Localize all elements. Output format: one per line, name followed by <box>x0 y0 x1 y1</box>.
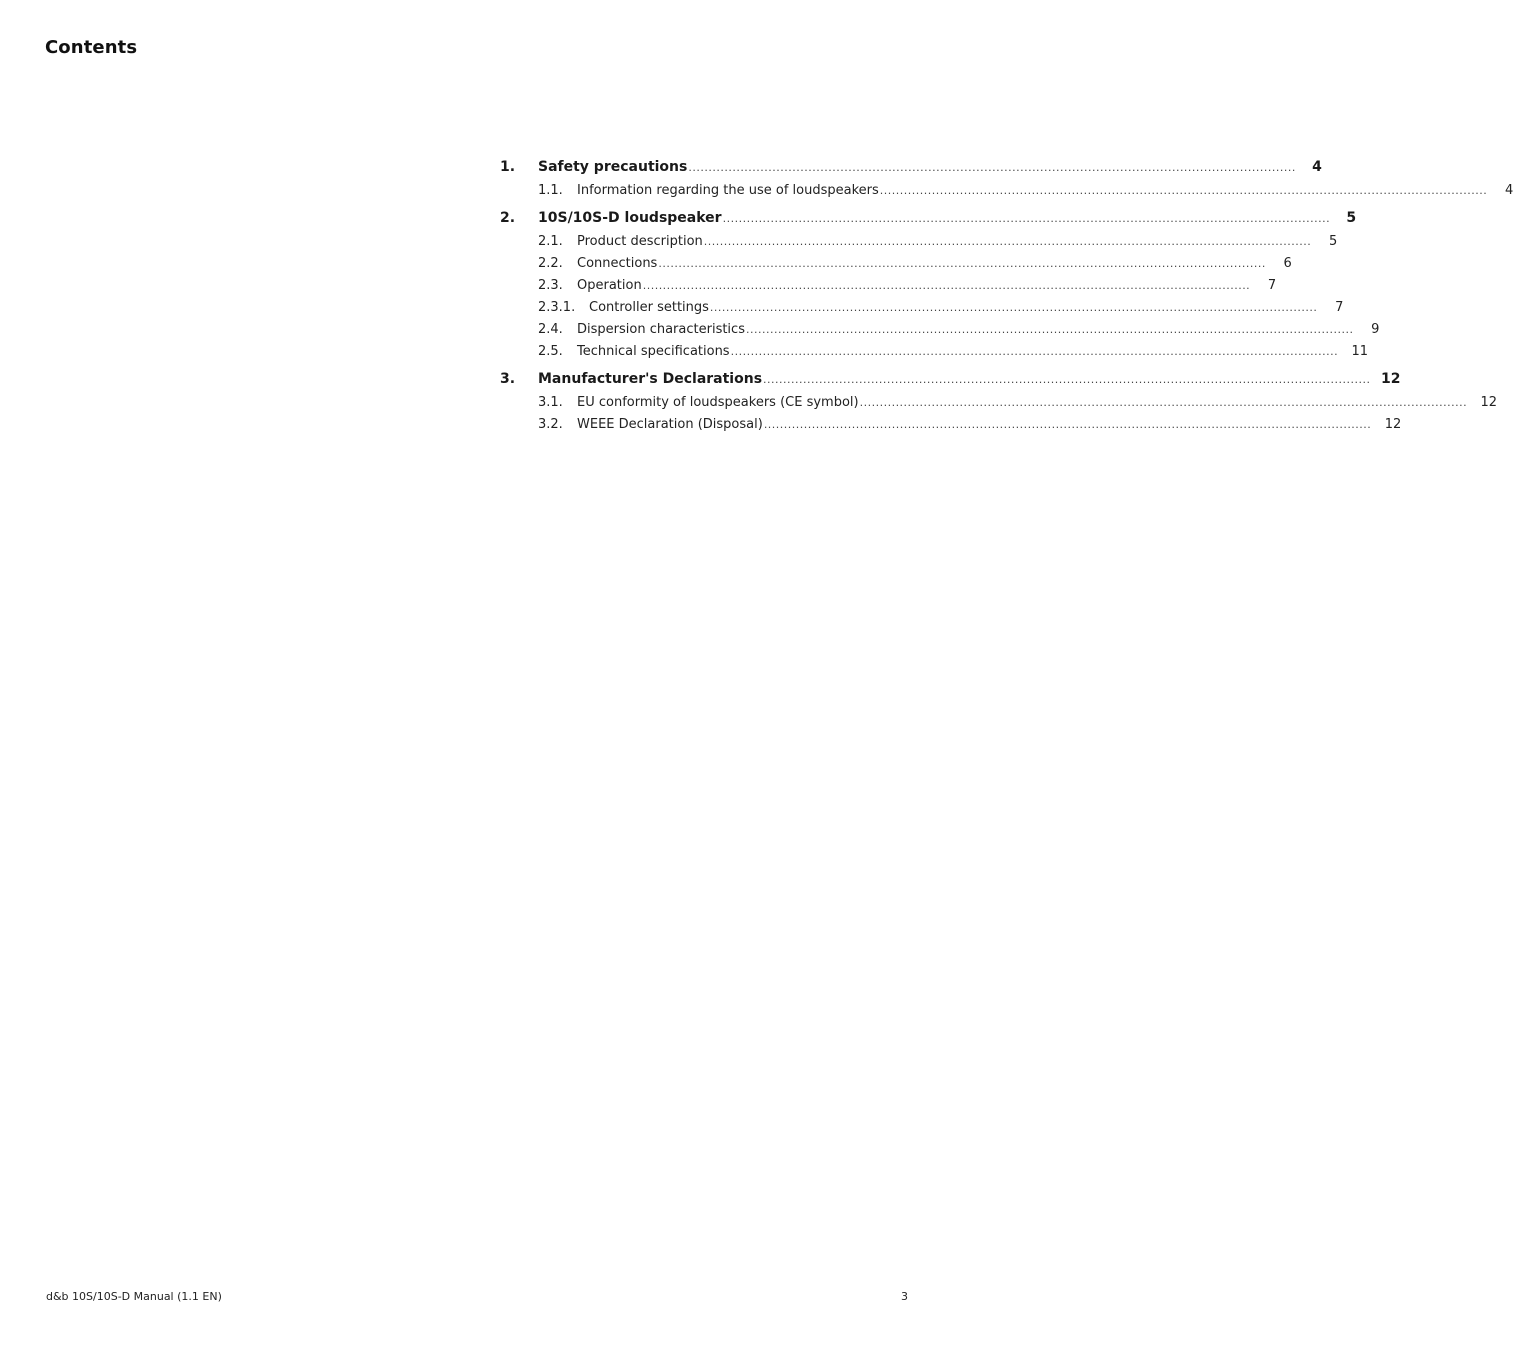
footer-document-title: d&b 10S/10S-D Manual (1.1 EN) <box>46 1290 222 1303</box>
toc-dot-leader <box>723 206 1330 231</box>
toc-entry-eu-conformity[interactable] <box>500 392 1498 414</box>
toc-entry-number: 2.1. <box>538 234 563 249</box>
toc-entry-number: 2.3. <box>538 278 563 293</box>
toc-entry-page: 5 <box>1346 210 1357 226</box>
toc-entry-safety-precautions[interactable] <box>500 155 1322 180</box>
toc-dot-leader <box>658 253 1265 275</box>
toc-entry-number: 3. <box>500 371 516 387</box>
toc-entry-10s-loudspeaker[interactable] <box>500 206 1357 231</box>
toc-entry-title: Operation <box>577 278 642 293</box>
toc-dot-leader <box>704 231 1311 253</box>
toc-entry-number: 2. <box>500 210 516 226</box>
toc-entry-product-description[interactable] <box>500 231 1338 253</box>
toc-entry-number: 2.4. <box>538 322 563 337</box>
table-of-contents <box>500 155 1513 436</box>
toc-entry-operation[interactable] <box>500 275 1277 297</box>
toc-entry-number: 1.1. <box>538 183 563 198</box>
toc-entry-title: EU conformity of loudspeakers (CE symbol) <box>577 395 859 410</box>
toc-entry-page: 11 <box>1351 344 1369 359</box>
toc-dot-leader <box>643 275 1250 297</box>
toc-dot-leader <box>860 392 1467 414</box>
toc-entry-controller-settings[interactable] <box>500 297 1344 319</box>
toc-entry-page: 4 <box>1312 159 1322 175</box>
toc-dot-leader <box>746 319 1353 341</box>
toc-entry-dispersion-characteristics[interactable] <box>500 319 1380 341</box>
toc-dot-leader <box>763 367 1370 392</box>
toc-entry-title: Technical specifications <box>577 344 730 359</box>
toc-entry-weee-declaration[interactable] <box>500 414 1402 436</box>
toc-entry-page: 7 <box>1335 300 1344 315</box>
toc-entry-page: 6 <box>1283 256 1292 271</box>
toc-entry-page: 5 <box>1328 234 1338 249</box>
toc-entry-information-loudspeakers[interactable] <box>500 180 1513 202</box>
toc-dot-leader <box>731 341 1338 363</box>
toc-entry-number: 2.5. <box>538 344 563 359</box>
toc-entry-number: 2.2. <box>538 256 563 271</box>
toc-entry-page: 4 <box>1504 183 1513 198</box>
toc-entry-page: 12 <box>1381 371 1401 387</box>
toc-entry-page: 7 <box>1267 278 1277 293</box>
toc-entry-page: 12 <box>1384 417 1402 432</box>
toc-entry-connections[interactable] <box>500 253 1292 275</box>
toc-entry-title: Safety precautions <box>538 159 688 175</box>
toc-entry-title: 10S/10S-D loudspeaker <box>538 210 722 226</box>
toc-dot-leader <box>764 414 1371 436</box>
page-title: Contents <box>45 37 138 58</box>
toc-entry-title: Manufacturer's Declarations <box>538 371 763 387</box>
toc-dot-leader <box>880 180 1487 202</box>
toc-entry-title: WEEE Declaration (Disposal) <box>577 417 763 432</box>
toc-entry-title: Information regarding the use of loudspeakers <box>577 183 879 198</box>
toc-dot-leader <box>688 155 1295 180</box>
toc-dot-leader <box>710 297 1317 319</box>
toc-entry-technical-specifications[interactable] <box>500 341 1369 363</box>
toc-entry-title: Connections <box>577 256 658 271</box>
toc-entry-page: 9 <box>1371 322 1380 337</box>
toc-entry-number: 3.2. <box>538 417 563 432</box>
toc-entry-number: 2.3.1. <box>538 300 576 315</box>
toc-entry-title: Dispersion characteristics <box>577 322 745 337</box>
toc-entry-page: 12 <box>1480 395 1498 410</box>
toc-entry-title: Controller settings <box>589 300 709 315</box>
toc-entry-manufacturers-declarations[interactable] <box>500 367 1401 392</box>
toc-entry-title: Product description <box>577 234 703 249</box>
footer-page-number: 3 <box>901 1290 908 1303</box>
toc-entry-number: 1. <box>500 159 516 175</box>
toc-entry-number: 3.1. <box>538 395 563 410</box>
